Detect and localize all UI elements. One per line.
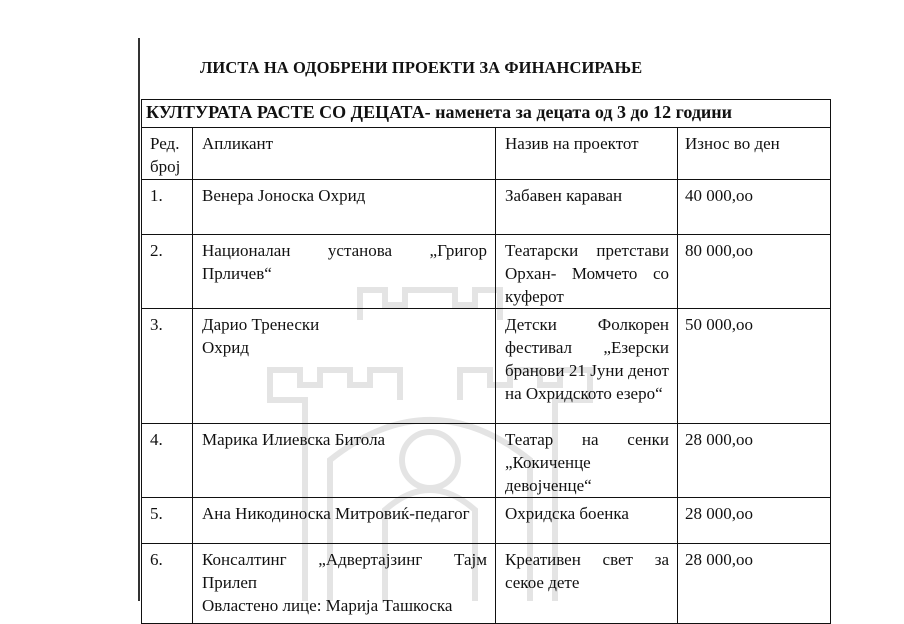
row-amount: 50 000,оо xyxy=(678,309,831,424)
row-project: Детски Фолкорен фестивал „Езерски бранови 21 Јуни денот на Охридското езеро“ xyxy=(496,309,678,424)
row-number: 6. xyxy=(142,544,193,624)
section-header-row xyxy=(142,100,831,128)
row-amount: 28 000,оо xyxy=(678,544,831,624)
table-row xyxy=(142,544,831,624)
row-amount: 28 000,оо xyxy=(678,498,831,544)
applicant-line: Венера Јоноска Охрид xyxy=(202,186,366,205)
header-applicant: Апликант xyxy=(193,128,496,180)
header-amount: Износ во ден xyxy=(678,128,831,180)
row-project: Театарски претстави Орхан- Момчето со куферот xyxy=(496,235,678,309)
row-applicant xyxy=(193,424,496,498)
row-number: 2. xyxy=(142,235,193,309)
row-project: Охридска боенка xyxy=(496,498,678,544)
row-project: Креативен свет за секое дете xyxy=(496,544,678,624)
table-row xyxy=(142,309,831,424)
header-project: Назив на проектот xyxy=(496,128,678,180)
applicant-line: Националан установа „Григор Прличев“ xyxy=(202,241,487,283)
row-number: 4. xyxy=(142,424,193,498)
row-amount: 80 000,оо xyxy=(678,235,831,309)
approved-projects-table xyxy=(141,99,831,624)
section-title: КУЛТУРАТА РАСТЕ СО ДЕЦАТА- наменета за децата од 3 до 12 години xyxy=(142,100,831,128)
row-project: Театар на сенки „Кокиченце девојченце“ xyxy=(496,424,678,498)
table-row xyxy=(142,180,831,235)
table-row xyxy=(142,235,831,309)
row-number: 1. xyxy=(142,180,193,235)
page-margin-line xyxy=(138,38,140,601)
applicant-line: Консалтинг „Адвертајзинг Тајм Прилеп xyxy=(202,550,487,592)
row-number: 5. xyxy=(142,498,193,544)
row-applicant xyxy=(193,544,496,624)
row-applicant xyxy=(193,498,496,544)
table-row xyxy=(142,424,831,498)
applicant-line: Дарио Тренески xyxy=(202,315,320,334)
document-title: ЛИСТА НА ОДОБРЕНИ ПРОЕКТИ ЗА ФИНАНСИРАЊЕ xyxy=(200,58,643,77)
table-row xyxy=(142,498,831,544)
applicant-line: Овластено лице: Марија Ташкоска xyxy=(202,596,453,615)
row-amount: 40 000,оо xyxy=(678,180,831,235)
row-applicant xyxy=(193,180,496,235)
applicant-line: Охрид xyxy=(202,338,250,357)
column-header-row xyxy=(142,128,831,180)
row-applicant xyxy=(193,235,496,309)
row-amount: 28 000,оо xyxy=(678,424,831,498)
applicant-line: Марика Илиевска Битола xyxy=(202,430,386,449)
row-number: 3. xyxy=(142,309,193,424)
row-applicant xyxy=(193,309,496,424)
header-number: Ред. број xyxy=(142,128,193,180)
applicant-line: Ана Никодиноска Митровиќ-педагог xyxy=(202,504,470,523)
row-project: Забавен караван xyxy=(496,180,678,235)
